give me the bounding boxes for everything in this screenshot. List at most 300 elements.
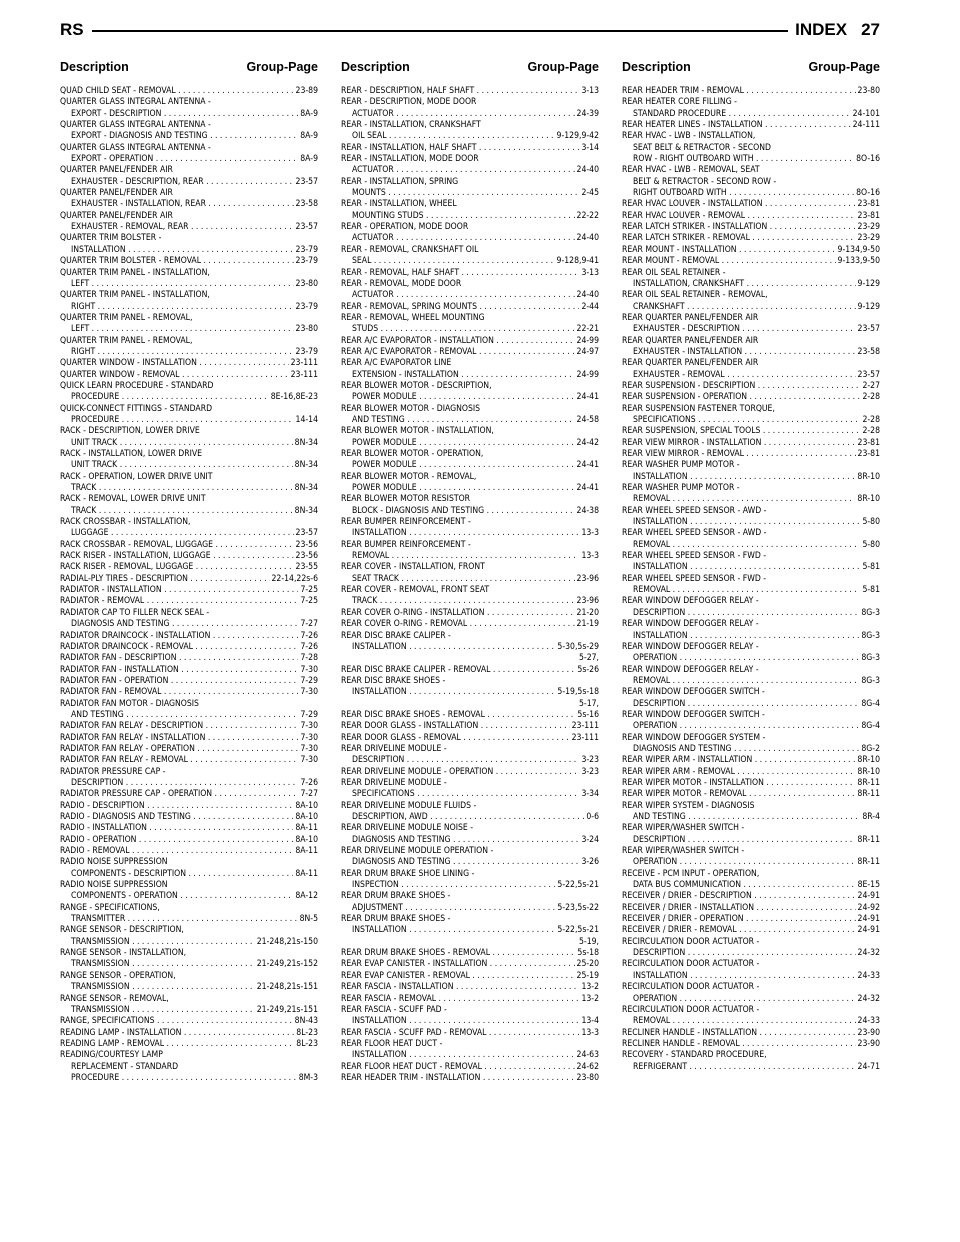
entry-line: REAR - REMOVAL, CRANKSHAFT OIL	[341, 244, 479, 255]
entry-page-ref: 23-96	[576, 573, 599, 584]
entry-description	[622, 528, 860, 551]
entry-page-ref: 3-23	[581, 755, 599, 766]
index-entry	[341, 245, 599, 268]
entry-description	[60, 721, 298, 732]
entry-description	[341, 381, 575, 404]
index-entry	[60, 165, 318, 188]
entry-line: QUARTER WINDOW - REMOVAL . . .	[60, 370, 289, 381]
entry-page-ref: 8N-43	[294, 1016, 318, 1027]
index-entry	[60, 551, 318, 562]
entry-description	[341, 494, 575, 517]
entry-page-ref: 5-30,5s-29	[557, 641, 599, 652]
entry-line: REAR - DESCRIPTION, HALF SHAFT . . .	[341, 86, 579, 97]
index-entry	[341, 891, 599, 914]
entry-page-ref: 9-133,9-50	[837, 256, 880, 267]
entry-line: RADIO - REMOVAL . . .	[60, 846, 293, 857]
index-entry	[341, 608, 599, 619]
index-entry	[341, 846, 599, 869]
index-entry	[60, 449, 318, 472]
entry-line: QUARTER GLASS INTEGRAL ANTENNA -	[60, 142, 211, 153]
entry-page-ref: 8M-3	[298, 1072, 318, 1083]
entry-description	[60, 665, 298, 676]
entry-line: REAR HEADER TRIM - REMOVAL . . .	[622, 86, 856, 97]
index-entry	[622, 710, 880, 733]
index-entry	[60, 846, 318, 857]
index-entry	[60, 562, 318, 573]
entry-line: REAR WINDOW DEFOGGER SWITCH -	[622, 687, 765, 698]
entry-description	[622, 778, 855, 789]
index-entry	[622, 290, 880, 313]
entry-line: REAR FASCIA - REMOVAL . . .	[341, 994, 579, 1005]
entry-line: RANGE SENSOR - OPERATION,	[60, 970, 176, 981]
entry-line: DESCRIPTION . . .	[622, 699, 859, 710]
index-entry	[622, 665, 880, 688]
entry-page-ref: 8R-11	[857, 789, 880, 800]
entry-description	[60, 97, 298, 120]
entry-description	[341, 517, 579, 540]
entry-page-ref: 24-91	[857, 925, 880, 936]
entry-page-ref: 8A-12	[295, 891, 318, 902]
entry-line: REAR DISC BRAKE CALIPER -	[341, 630, 451, 641]
entry-line: TRANSMISSION . . .	[60, 1005, 255, 1016]
entry-page-ref: 24-63	[576, 1050, 599, 1061]
index-entry	[622, 789, 880, 800]
entry-description	[341, 1039, 575, 1062]
entry-page-ref: 23-58	[857, 346, 880, 357]
entry-line: REAR A/C EVAPORATOR LINE	[341, 358, 452, 369]
entry-page-ref: 8N-34	[294, 437, 318, 448]
entry-line: REAR BLOWER MOTOR - DIAGNOSIS	[341, 403, 481, 414]
entry-line: REAR - DESCRIPTION, MODE DOOR	[341, 97, 477, 108]
entry-line: INSTALLATION . . .	[341, 925, 555, 936]
entry-page-ref: 23-80	[857, 86, 880, 96]
entry-line: DESCRIPTION . . .	[622, 608, 859, 619]
entry-description	[622, 199, 856, 210]
entry-description	[341, 767, 579, 778]
entry-line: REAR BLOWER MOTOR - OPERATION,	[341, 449, 484, 459]
entry-line: BELT & RETRACTOR - SECOND ROW -	[633, 176, 777, 187]
entry-line: REMOVAL . . .	[622, 585, 860, 596]
entry-line: RADIATOR FAN - INSTALLATION . . .	[60, 665, 298, 676]
entry-line: LEFT . . .	[60, 324, 294, 335]
entry-description	[341, 1028, 579, 1039]
entry-line: READING LAMP - INSTALLATION . . .	[60, 1028, 294, 1039]
index-entry	[622, 233, 880, 244]
entry-description	[341, 154, 575, 177]
entry-page-ref: 8E-15	[857, 880, 880, 891]
entry-page-ref: 8R-10	[857, 494, 880, 505]
entry-description	[622, 891, 856, 902]
entry-line: RADIO - DIAGNOSIS AND TESTING . . .	[60, 812, 293, 823]
entry-line: REAR WIPER/WASHER SWITCH -	[622, 823, 745, 834]
index-entry	[341, 631, 599, 654]
index-entry	[60, 1028, 318, 1039]
entry-description	[341, 199, 575, 222]
entry-page-ref: 2-27	[862, 380, 880, 391]
entry-line: RANGE - SPECIFICATIONS,	[60, 902, 160, 913]
index-entry	[60, 789, 318, 800]
index-entry	[60, 857, 318, 880]
index-entry	[622, 313, 880, 336]
entry-description	[622, 642, 859, 665]
entry-line: REAR QUARTER PANEL/FENDER AIR	[622, 312, 759, 323]
entry-page-ref: 8R-11	[857, 834, 880, 845]
index-entry	[60, 1039, 318, 1050]
entry-line: RADIATOR DRAINCOCK - REMOVAL . . .	[60, 642, 298, 653]
entry-page-ref: 5-80	[862, 517, 880, 528]
entry-line: RECLINER HANDLE - INSTALLATION . . .	[622, 1028, 856, 1039]
entry-description	[60, 494, 293, 517]
entry-line: REAR - INSTALLATION, SPRING	[341, 176, 459, 187]
entry-line: MOUNTING STUDS . . .	[341, 211, 575, 222]
index-entry	[341, 199, 599, 222]
group-page-heading: Group-Page	[246, 60, 318, 74]
index-entry	[622, 801, 880, 824]
index-entries	[622, 86, 880, 1073]
entry-line: EXHAUSTER - DESCRIPTION . . .	[622, 324, 856, 335]
entry-line: RANGE, SPECIFICATIONS . . .	[60, 1016, 293, 1027]
entry-description	[60, 472, 293, 495]
index-entry	[60, 97, 318, 120]
index-entry	[60, 687, 318, 698]
entry-page-ref: 2-44	[581, 301, 599, 312]
entry-page-ref: 23-111	[571, 732, 599, 743]
entry-line: REAR A/C EVAPORATOR - REMOVAL . . .	[341, 347, 575, 358]
entry-page-ref: 7-29	[300, 675, 318, 686]
entry-description	[60, 835, 293, 846]
entry-line: TRANSMISSION . . .	[60, 982, 255, 993]
entry-description	[622, 290, 856, 313]
entry-line: RADIATOR FAN RELAY - INSTALLATION . . .	[60, 733, 298, 744]
entry-line: REAR HEADER TRIM - INSTALLATION . . .	[341, 1073, 575, 1084]
entry-line: QUAD CHILD SEAT - REMOVAL . . .	[60, 86, 294, 97]
entry-line: REAR - REMOVAL, WHEEL MOUNTING	[341, 312, 485, 323]
index-column-1	[60, 60, 318, 1084]
entry-page-ref: 23-96	[576, 596, 599, 607]
entry-description	[341, 86, 579, 97]
entry-line: ROW - RIGHT OUTBOARD WITH . . .	[622, 154, 854, 165]
entry-line: RADIO NOISE SUPPRESSION	[60, 857, 168, 868]
index-entry	[341, 585, 599, 608]
entry-description	[60, 211, 294, 234]
index-entry	[60, 381, 318, 404]
entry-description	[622, 233, 856, 244]
entry-line: DIAGNOSIS AND TESTING . . .	[341, 857, 579, 868]
entry-line: REMOVAL . . .	[622, 676, 859, 687]
entry-line: SEAT BELT & RETRACTOR - SECOND	[633, 142, 771, 153]
entry-page-ref: 2-45	[581, 188, 599, 199]
entry-page-ref: 13-3	[581, 1027, 599, 1038]
column-header	[341, 60, 599, 74]
entry-line: INSTALLATION . . .	[622, 971, 856, 982]
entry-line: RECIRCULATION DOOR ACTUATOR -	[622, 1004, 760, 1015]
entry-page-ref: 7-30	[300, 743, 318, 754]
index-entry	[622, 903, 880, 914]
entry-line: RACK - INSTALLATION, LOWER DRIVE	[60, 449, 203, 459]
entry-description	[622, 925, 856, 936]
entry-description	[622, 131, 854, 165]
index-entry	[341, 313, 599, 336]
index-entry	[622, 642, 880, 665]
entry-line: REAR WIPER MOTOR - INSTALLATION . . .	[622, 778, 855, 789]
entry-line: REAR HVAC - LWB - REMOVAL, SEAT	[622, 165, 760, 176]
entry-line: RANGE SENSOR - INSTALLATION,	[60, 948, 187, 959]
entry-page-ref: 0-6	[586, 812, 599, 822]
entry-line: RADIATOR FAN - OPERATION . . .	[60, 676, 298, 687]
entry-description	[341, 540, 579, 563]
entry-description	[60, 449, 293, 472]
index-entry	[341, 97, 599, 120]
entry-page-ref: 23-80	[295, 324, 318, 335]
entry-description	[622, 596, 859, 619]
entry-page-ref: 8L-23	[296, 1038, 318, 1049]
entry-line: REAR WINDOW DEFOGGER SYSTEM -	[622, 732, 766, 743]
entry-description	[341, 823, 579, 846]
entry-description	[622, 120, 851, 131]
entry-description	[60, 767, 298, 790]
index-entry	[341, 268, 599, 279]
index-entry	[341, 653, 599, 676]
entry-page-ref: 24-101	[852, 108, 880, 119]
entry-page-ref: 7-26	[300, 777, 318, 788]
index-entry	[341, 562, 599, 585]
index-entry	[60, 211, 318, 234]
index-entry	[341, 1062, 599, 1073]
entry-line: RECLINER HANDLE - REMOVAL . . .	[622, 1039, 856, 1050]
entry-description	[60, 336, 294, 359]
entry-line: REAR WINDOW DEFOGGER RELAY -	[622, 664, 759, 675]
entry-page-ref: 5-81	[862, 562, 880, 573]
index-entry	[341, 869, 599, 892]
entry-page-ref: 3-13	[581, 86, 599, 96]
entry-page-ref: 9-134,9-50	[837, 244, 880, 255]
entry-page-ref: 5-23,5s-22	[557, 902, 599, 913]
entry-description	[622, 914, 856, 925]
index-entry	[622, 268, 880, 291]
entry-description	[622, 755, 855, 766]
entry-line: REAR FASCIA - SCUFF PAD -	[341, 1004, 447, 1015]
entry-line: READING/COURTESY LAMP	[60, 1050, 163, 1061]
entry-description	[622, 165, 854, 199]
entry-line: MOUNTS . . .	[341, 188, 579, 199]
entry-line: READING LAMP - REMOVAL . . .	[60, 1039, 294, 1050]
entry-page-ref: 24-33	[857, 1016, 880, 1027]
entry-page-ref: 23-79	[295, 244, 318, 255]
entry-line: PROCEDURE . . .	[60, 1073, 297, 1084]
entry-line: RADIATOR CAP TO FILLER NECK SEAL -	[60, 607, 210, 618]
index-entry	[60, 903, 318, 926]
entry-page-ref: 24-32	[857, 948, 880, 959]
entry-line: QUARTER TRIM BOLSTER - REMOVAL . . .	[60, 256, 294, 267]
entry-page-ref: 23-58	[295, 199, 318, 210]
entry-line: REAR DRIVELINE MODULE - OPERATION . . .	[341, 767, 579, 778]
index-entry	[622, 222, 880, 233]
entry-line: RADIATOR FAN RELAY - REMOVAL . . .	[60, 755, 298, 766]
entry-description	[60, 812, 293, 823]
column-header	[60, 60, 318, 74]
entry-line: EXPORT - OPERATION . . .	[60, 154, 298, 165]
entry-line: RECEIVER / DRIER - DESCRIPTION . . .	[622, 891, 856, 902]
entry-description	[341, 1073, 575, 1084]
index-entry	[622, 199, 880, 210]
entry-page-ref: 8N-34	[294, 460, 318, 471]
entry-description	[341, 449, 575, 472]
entry-description	[60, 233, 294, 256]
index-entry	[60, 812, 318, 823]
index-entry	[60, 404, 318, 427]
page-title: INDEX	[795, 20, 848, 39]
entry-line: DIAGNOSIS AND TESTING . . .	[341, 835, 579, 846]
entry-line: DIAGNOSIS AND TESTING . . .	[622, 744, 859, 755]
entry-page-ref: 7-28	[300, 653, 318, 664]
entry-line: REAR SUSPENSION FASTENER TORQUE,	[622, 403, 775, 414]
entry-description	[60, 733, 298, 744]
entry-line: EXPORT - DIAGNOSIS AND TESTING . . .	[60, 131, 298, 142]
entry-line: RACK - OPERATION, LOWER DRIVE UNIT	[60, 471, 213, 482]
entry-line: TRANSMISSION . . .	[60, 959, 255, 970]
entry-description	[341, 982, 579, 993]
index-entry	[341, 959, 599, 970]
entry-line: SPECIFICATIONS . . .	[622, 415, 860, 426]
entry-line: REAR OIL SEAL RETAINER - REMOVAL,	[622, 290, 768, 301]
index-entry	[622, 1050, 880, 1073]
entry-line: REMOVAL . . .	[622, 540, 860, 551]
entry-line: REAR WASHER PUMP MOTOR -	[622, 460, 740, 471]
entry-line: REMOVAL . . .	[622, 494, 855, 505]
index-entry	[341, 982, 599, 993]
entry-description	[60, 687, 298, 698]
entry-line: SEAL . . .	[341, 256, 555, 267]
entry-page-ref: 9-129	[857, 278, 880, 289]
entry-description	[622, 710, 859, 733]
index-entry	[60, 653, 318, 664]
index-entry	[341, 767, 599, 778]
index-entry	[341, 143, 599, 154]
entry-description	[341, 177, 579, 200]
index-entry	[622, 1039, 880, 1050]
entry-line: REAR BUMPER REINFORCEMENT -	[341, 539, 471, 550]
index-entry	[60, 494, 318, 517]
entry-page-ref: 9-128,9-41	[556, 256, 599, 267]
entry-line: RECEIVER / DRIER - REMOVAL . . .	[622, 925, 856, 936]
entry-description	[60, 143, 298, 166]
entry-line: REAR BLOWER MOTOR - INSTALLATION,	[341, 426, 494, 437]
entry-line: INSTALLATION . . .	[60, 245, 294, 256]
index-entry	[341, 358, 599, 381]
index-entry	[60, 370, 318, 381]
entry-line: REAR - INSTALLATION, HALF SHAFT . . .	[341, 143, 579, 154]
entry-description	[622, 268, 856, 291]
index-entry	[341, 733, 599, 744]
entry-line: REAR DRIVELINE MODULE -	[341, 777, 447, 788]
entry-description	[60, 188, 294, 211]
entry-page-ref: 8G-3	[861, 653, 880, 664]
entry-page-ref: 24-32	[857, 993, 880, 1004]
entry-page-ref: 22-14,22s-6	[271, 573, 318, 584]
entry-line: REAR BLOWER MOTOR - REMOVAL,	[341, 471, 477, 482]
entry-page-ref: 9-129,9-42	[556, 131, 599, 142]
index-entry	[60, 665, 318, 676]
entry-line: RACK - DESCRIPTION, LOWER DRIVE	[60, 426, 200, 437]
entry-line: REAR WHEEL SPEED SENSOR - FWD -	[622, 573, 767, 584]
index-entry	[341, 381, 599, 404]
entry-line: RADIATOR FAN MOTOR - DIAGNOSIS	[60, 698, 199, 709]
index-entry	[341, 823, 599, 846]
entry-page-ref: 8R-11	[857, 777, 880, 788]
entry-page-ref: 5-17, 5s-16	[577, 698, 599, 720]
entry-description	[341, 347, 575, 358]
entry-line: ADJUSTMENT . . .	[341, 903, 555, 914]
index-entry	[60, 880, 318, 903]
page-header	[60, 20, 880, 44]
entry-line: RADIATOR - REMOVAL . . .	[60, 596, 298, 607]
entry-description	[341, 801, 584, 824]
entry-line: RADIATOR FAN RELAY - OPERATION . . .	[60, 744, 298, 755]
entry-description	[622, 846, 855, 869]
index-entry	[622, 404, 880, 427]
entry-description	[341, 631, 555, 654]
index-entry	[622, 937, 880, 960]
description-heading: Description	[622, 60, 691, 74]
entry-line: POWER MODULE . . .	[341, 483, 575, 494]
entry-description	[622, 426, 860, 437]
index-entry	[60, 971, 318, 994]
entry-line: POWER MODULE . . .	[341, 438, 575, 449]
index-entry	[60, 767, 318, 790]
entry-line: INSTALLATION . . .	[622, 631, 859, 642]
entry-page-ref: 7-29	[300, 709, 318, 720]
entry-line: QUICK LEARN PROCEDURE - STANDARD	[60, 380, 214, 391]
entry-line: REAR HVAC LOUVER - REMOVAL . . .	[622, 211, 856, 222]
index-entry	[622, 891, 880, 902]
entry-line: REAR DRIVELINE MODULE OPERATION -	[341, 846, 494, 857]
entry-line: INSTALLATION . . .	[622, 562, 860, 573]
index-entry	[341, 154, 599, 177]
entry-line: REAR OIL SEAL RETAINER -	[622, 267, 726, 278]
entry-line: REAR EVAP CANISTER - INSTALLATION . . .	[341, 959, 575, 970]
entry-description	[341, 744, 579, 767]
index-entry	[622, 767, 880, 778]
entry-page-ref: 24-41	[576, 392, 599, 403]
entry-line: RACK CROSSBAR - INSTALLATION,	[60, 517, 191, 528]
entry-page-ref: 24-41	[576, 483, 599, 494]
index-entry	[622, 460, 880, 483]
index-entry	[622, 86, 880, 97]
index-entry	[622, 97, 880, 120]
entry-line: REAR LATCH STRIKER - REMOVAL . . .	[622, 233, 856, 244]
entry-line: REAR SUSPENSION, SPECIAL TOOLS . . .	[622, 426, 860, 437]
entry-line: INSTALLATION . . .	[341, 642, 555, 653]
index-entry	[622, 336, 880, 359]
entry-line: PROCEDURE . . .	[60, 415, 294, 426]
entry-page-ref: 7-27	[300, 619, 318, 630]
entry-line: TRACK . . .	[60, 506, 293, 517]
entry-line: RACK RISER - REMOVAL, LUGGAGE . . .	[60, 562, 294, 573]
index-entry	[341, 914, 599, 937]
index-entry	[341, 494, 599, 517]
entry-line: REAR WIPER SYSTEM - DIAGNOSIS	[622, 800, 755, 811]
entry-description	[341, 120, 555, 143]
entry-line: AND TESTING . . .	[622, 812, 860, 823]
entry-line: RADIATOR PRESSURE CAP -	[60, 766, 166, 777]
entry-line: RADIATOR FAN - REMOVAL . . .	[60, 687, 298, 698]
entry-page-ref: 23-81	[857, 437, 880, 448]
entry-description	[622, 506, 860, 529]
entry-line: REAR - REMOVAL, SPRING MOUNTS . . .	[341, 302, 579, 313]
entry-description	[60, 517, 294, 540]
entry-line: REAR FASCIA - SCUFF PAD - REMOVAL . . .	[341, 1028, 579, 1039]
entry-description	[341, 721, 570, 732]
